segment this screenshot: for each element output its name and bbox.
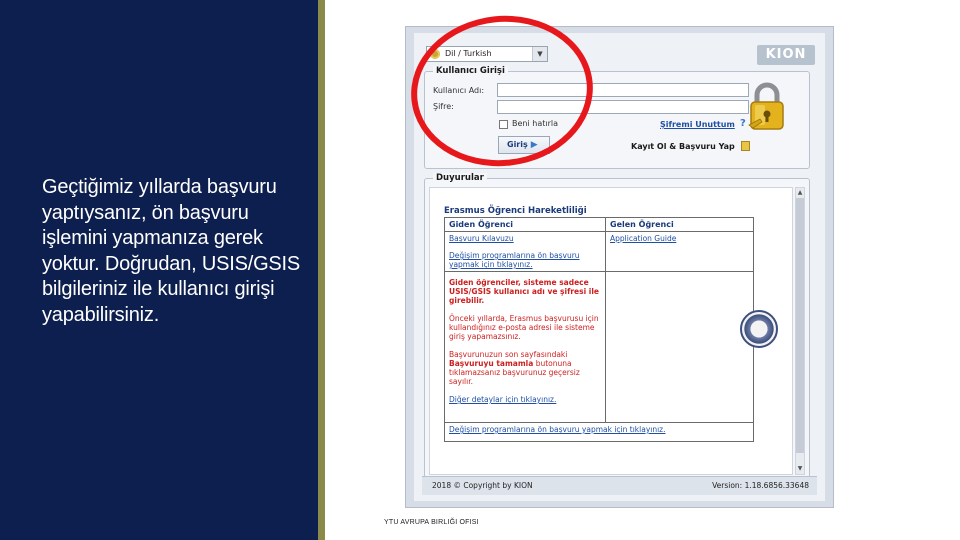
outgoing-links-cell: [445, 232, 606, 272]
slide-footer: YTU AVRUPA BIRLIĞI OFISI: [384, 519, 479, 526]
notice-text-1: Önceki yıllarda, Erasmus başvurusu için kullandığınız e-posta adresi ile sisteme giriş yapamazsınız.: [449, 314, 599, 341]
table-header-row: [445, 218, 754, 232]
incoming-header: Gelen Öğrenci: [606, 218, 754, 232]
pencil-icon: [741, 141, 750, 151]
slide-accent-bar: [318, 0, 325, 540]
outgoing-header: Giden Öğrenci: [445, 218, 606, 232]
notice-2-pre: Başvurunuzun son sayfasındaki: [449, 350, 568, 359]
notice-bold-text: Giden öğrenciler, sisteme sadece USIS/GSIS kullanıcı adı ve şifresi ile girebilir.: [449, 278, 600, 305]
university-seal-icon: [740, 310, 778, 348]
username-label: Kullanıcı Adı:: [433, 86, 485, 95]
copyright-text: 2018 © Copyright by KION: [432, 481, 533, 490]
footer-link-cell: [445, 423, 754, 442]
lock-icon: [748, 81, 786, 133]
incoming-guide-link[interactable]: Application Guide: [610, 234, 677, 243]
help-icon[interactable]: ?: [740, 118, 746, 129]
password-label: Şifre:: [433, 102, 454, 111]
scroll-down-icon[interactable]: ▼: [797, 465, 803, 472]
erasmus-title: Erasmus Öğrenci Hareketliliği: [444, 206, 587, 216]
exchange-link[interactable]: Değişim programlarına ön başvuru yapmak için tıklayınız.: [449, 251, 580, 269]
scroll-up-icon[interactable]: ▲: [797, 189, 803, 196]
play-arrow-icon: ▶: [530, 140, 538, 150]
remember-me-label: Beni hatırla: [512, 119, 558, 128]
announcements-scrollbar[interactable]: [795, 187, 805, 475]
incoming-links-cell: [606, 232, 754, 272]
kion-logo: KION: [757, 45, 815, 65]
announcements-content: [429, 187, 793, 475]
language-selected-label: Dil / Turkish: [445, 49, 492, 58]
chevron-down-icon[interactable]: ▼: [532, 47, 547, 61]
notice-text-2: [449, 350, 601, 386]
footer-exchange-link[interactable]: Değişim programlarına ön başvuru yapmak için tıklayınız.: [449, 425, 666, 434]
details-link[interactable]: Diğer detaylar için tıklayınız.: [449, 395, 557, 404]
login-legend: Kullanıcı Girişi: [433, 66, 508, 76]
status-bar: [422, 476, 817, 495]
table-row: [445, 232, 754, 272]
announcements-legend: Duyurular: [433, 173, 487, 183]
incoming-notice-cell: [606, 272, 754, 423]
outgoing-notice-cell: [445, 272, 606, 423]
notice-2-post: butonuna tıklamazsanız başvurunuz geçersiz sayılır.: [449, 359, 580, 386]
login-button-label: Giriş: [507, 140, 528, 149]
table-row: [445, 423, 754, 442]
slide-body-text: Geçtiğimiz yıllarda başvuru yaptıysanız, ön başvuru işlemini yapmanıza gerek yoktur. Doğrudan, USIS/GSIS bilgileriniz ile kullanıcı girişi yapabilirsiniz.: [42, 176, 301, 326]
register-link[interactable]: Kayıt Ol & Başvuru Yap: [631, 142, 735, 151]
outgoing-guide-link[interactable]: Başvuru Kılavuzu: [449, 234, 514, 243]
version-text: Version: 1.18.6856.33648: [712, 481, 809, 490]
notice-2-bold: Başvuruyu tamamla: [449, 359, 534, 368]
table-row: [445, 272, 754, 423]
forgot-password-link[interactable]: Şifremi Unuttum: [660, 120, 735, 129]
announcements-table: [444, 217, 754, 442]
scroll-thumb[interactable]: [796, 198, 804, 453]
